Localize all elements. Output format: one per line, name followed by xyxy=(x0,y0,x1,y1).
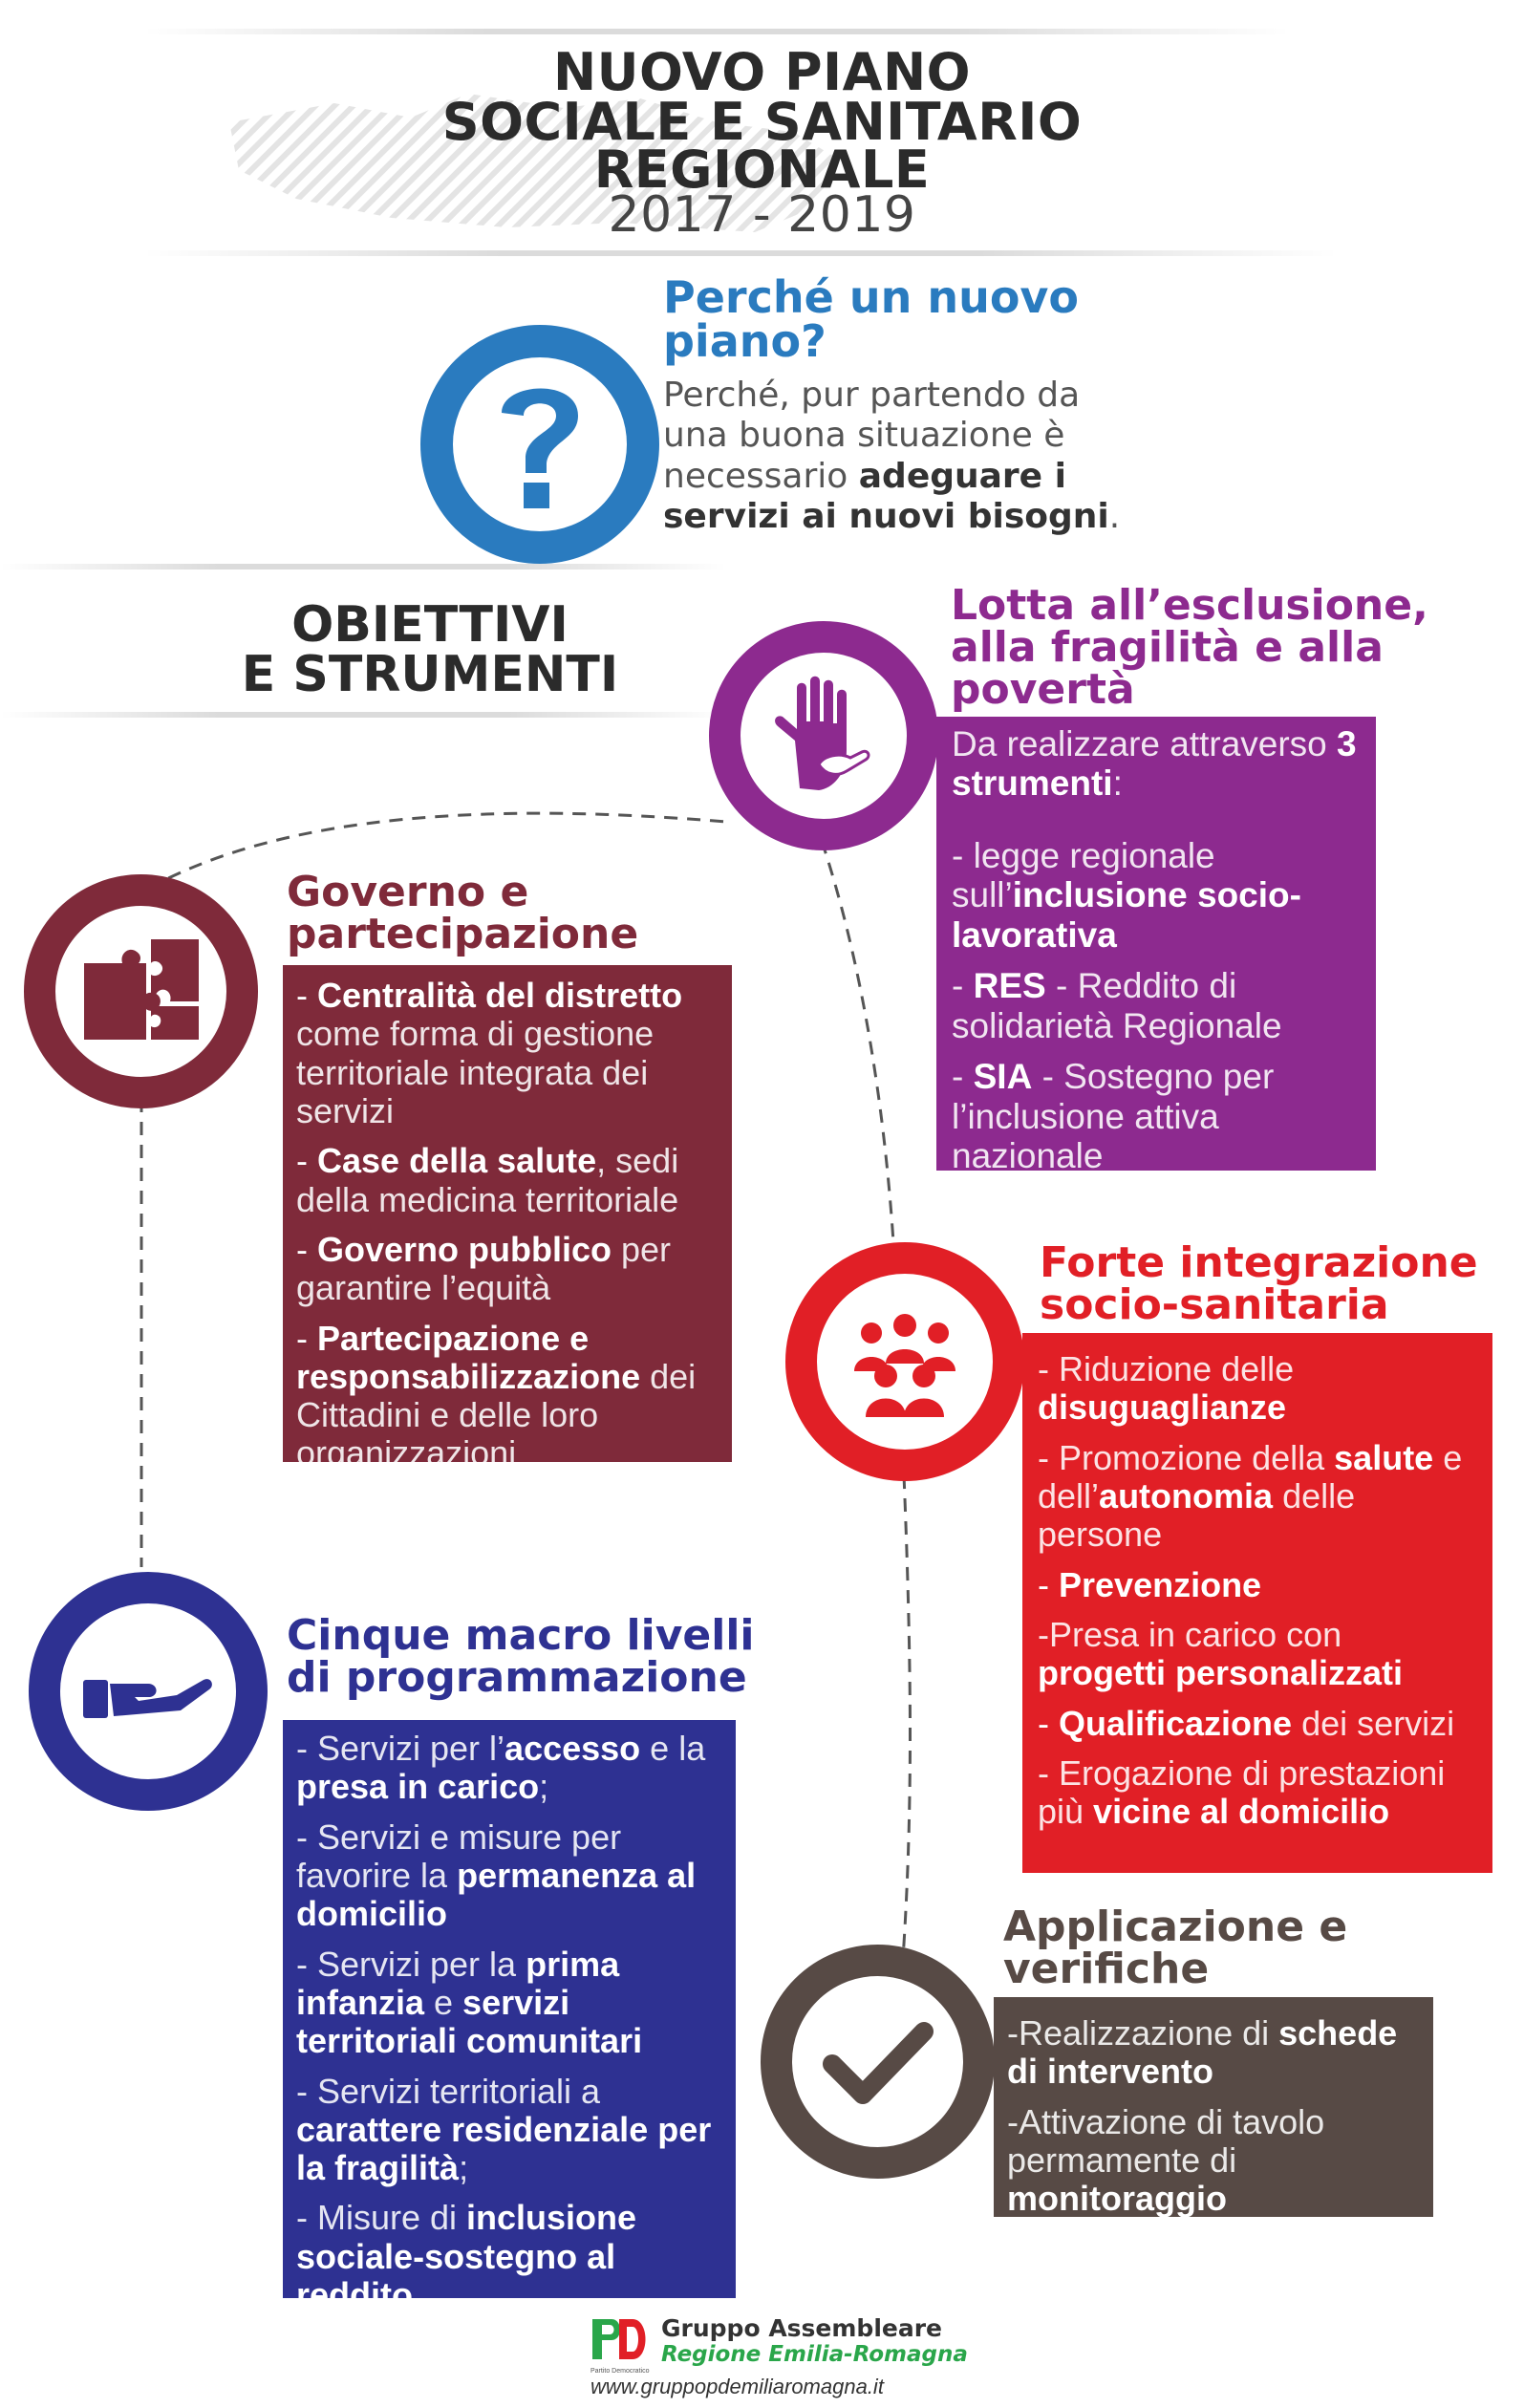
cinque-item-3-c: e xyxy=(424,1982,463,2022)
lotta-item-3 xyxy=(952,1057,1361,1175)
lotta-intro-b: 3 strumenti xyxy=(952,724,1357,804)
open-hand-icon xyxy=(81,1653,215,1730)
checkmark-icon xyxy=(821,2014,935,2110)
lotta-title xyxy=(951,581,1428,714)
integrazione-item-6-a: - Erogazione di prestazioni più xyxy=(1038,1752,1446,1832)
cinque-item-5-c: . xyxy=(413,2275,423,2315)
integrazione-item-5-a: - xyxy=(1038,1703,1059,1743)
governo-item-2 xyxy=(296,1142,719,1219)
governo-item-4-a: - xyxy=(296,1318,317,1358)
lotta-item-2-b: RES xyxy=(973,966,1046,1006)
cinque-item-1 xyxy=(296,1730,722,1807)
lotta-item-2-c: - Reddito di solidarietà Regionale xyxy=(952,966,1282,1045)
applicazione-title-line-2: verifiche xyxy=(1003,1945,1210,1993)
applicazione-item-1-b: schede di intervento xyxy=(1007,2013,1398,2092)
why-text-line-3-a: necessario xyxy=(663,456,859,496)
pd-logo xyxy=(590,2317,650,2375)
footer-org: Gruppo Assembleare xyxy=(661,2314,943,2342)
applicazione-title-line-1: Applicazione e xyxy=(1003,1903,1348,1951)
applicazione-title xyxy=(1003,1903,1348,1993)
cinque-item-1-a: - Servizi per l’ xyxy=(296,1729,505,1768)
integrazione-item-5 xyxy=(1038,1705,1477,1743)
lotta-item-3-b: SIA xyxy=(973,1057,1033,1097)
lotta-item-3-c: - Sostegno per l’inclusione attiva nazionale xyxy=(952,1057,1275,1175)
lotta-item-3-a: - xyxy=(952,1057,974,1097)
governo-item-4 xyxy=(296,1320,719,1473)
integrazione-item-1-b: disuguaglianze xyxy=(1038,1387,1287,1428)
integrazione-circle xyxy=(785,1242,1024,1481)
title-line-3: REGIONALE xyxy=(593,140,931,200)
integrazione-item-5-b: Qualificazione xyxy=(1059,1703,1293,1743)
title-line-2: SOCIALE E SANITARIO xyxy=(441,92,1083,152)
applicazione-box xyxy=(994,1997,1433,2217)
governo-item-1-b: Centralità del distretto xyxy=(317,976,683,1015)
cinque-circle xyxy=(29,1572,268,1811)
applicazione-item-1 xyxy=(1007,2014,1420,2092)
cinque-box xyxy=(283,1720,736,2315)
lotta-intro-c: : xyxy=(1112,763,1123,804)
why-title-line-2: piano? xyxy=(663,315,826,367)
integrazione-item-4-a: -Presa in carico con xyxy=(1038,1614,1342,1654)
cinque-item-2 xyxy=(296,1818,722,1934)
governo-item-3-c: per garantire l’equità xyxy=(296,1229,672,1308)
why-text-line-2: una buona situazione è xyxy=(663,416,1065,456)
lotta-title-line-3: povertà xyxy=(951,665,1135,714)
why-title-line-1: Perché un nuovo xyxy=(663,271,1080,323)
lotta-circle xyxy=(709,621,938,850)
title-years: 2017 - 2019 xyxy=(608,186,916,244)
why-text-line-1: Perché, pur partendo da xyxy=(663,376,1081,415)
governo-item-1-a: - xyxy=(296,976,317,1015)
applicazione-item-2-b: monitoraggio xyxy=(1007,2179,1227,2219)
title-line-1: NUOVO PIANO xyxy=(552,42,972,102)
lotta-item-1-b: inclusione socio-lavorativa xyxy=(952,875,1301,955)
pd-logo-sub: Partito Democratico xyxy=(590,2368,650,2375)
footer-region: Regione Emilia-Romagna xyxy=(661,2342,968,2367)
cinque-item-3-b: prima infanzia xyxy=(296,1944,620,2022)
footer-text xyxy=(661,2314,968,2367)
governo-item-2-a: - xyxy=(296,1141,317,1181)
cinque-item-5-a: - Misure di xyxy=(296,2198,467,2238)
helping-hand-icon xyxy=(766,674,881,798)
applicazione-item-2-a: -Attivazione di tavolo permamente di xyxy=(1007,2101,1325,2180)
why-text-line-3-b: adeguare i xyxy=(858,456,1066,496)
cinque-item-1-c: e la xyxy=(640,1729,706,1768)
cinque-item-3 xyxy=(296,1946,722,2061)
lotta-title-line-1: Lotta all’esclusione, xyxy=(951,581,1428,630)
cinque-item-4 xyxy=(296,2073,722,2188)
governo-title xyxy=(287,868,639,958)
why-text-line-4-end: . xyxy=(1108,497,1121,537)
applicazione-item-1-a: -Realizzazione di xyxy=(1007,2013,1279,2053)
section-title-line-2: E STRUMENTI xyxy=(241,646,619,703)
cinque-title-line-2: di programmazione xyxy=(287,1653,747,1702)
governo-title-line-2: partecipazione xyxy=(287,910,639,958)
governo-item-2-c: , sedi della medicina territoriale xyxy=(296,1141,679,1219)
cinque-item-1-e: ; xyxy=(539,1767,549,1807)
integrazione-item-2-b: salute xyxy=(1334,1437,1434,1477)
integrazione-item-1 xyxy=(1038,1350,1477,1428)
pd-logo-icon xyxy=(590,2317,650,2363)
cinque-item-5-b: inclusione sociale-sostegno al reddito xyxy=(296,2198,637,2315)
integrazione-item-1-a: - Riduzione delle xyxy=(1038,1349,1295,1388)
section-title-line-1: OBIETTIVI xyxy=(291,596,569,654)
integrazione-title-line-2: socio-sanitaria xyxy=(1040,1280,1389,1329)
cinque-item-1-d: presa in carico xyxy=(296,1767,540,1807)
governo-box xyxy=(283,965,732,1473)
lotta-intro-a: Da realizzare attraverso xyxy=(952,724,1338,763)
integrazione-title-line-1: Forte integrazione xyxy=(1040,1238,1478,1287)
integrazione-item-6-b: vicine al domicilio xyxy=(1093,1792,1390,1832)
integrazione-item-6 xyxy=(1038,1754,1477,1832)
cinque-item-4-c: ; xyxy=(459,2148,469,2188)
lotta-item-2 xyxy=(952,966,1361,1045)
cinque-item-3-a: - Servizi per la xyxy=(296,1944,526,1984)
governo-item-4-c: dei Cittadini e delle loro organizzazioni xyxy=(296,1356,697,1473)
lotta-item-1-a: - legge regionale sull’ xyxy=(952,835,1215,915)
cinque-item-4-b: carattere residenziale per la fragilità xyxy=(296,2109,712,2188)
governo-circle xyxy=(24,874,258,1108)
applicazione-circle xyxy=(761,1945,995,2179)
governo-item-3-a: - xyxy=(296,1229,317,1269)
why-text-line-4-b: servizi ai nuovi bisogni xyxy=(663,497,1109,537)
lotta-intro xyxy=(952,724,1361,804)
lotta-box xyxy=(936,717,1376,1175)
governo-item-1 xyxy=(296,977,719,1130)
cinque-item-2-b: permanenza al domicilio xyxy=(296,1855,697,1934)
integrazione-item-2-c: e dell’ xyxy=(1038,1437,1463,1516)
lotta-item-1 xyxy=(952,836,1361,955)
group-people-icon xyxy=(843,1304,967,1419)
integrazione-item-2-d: autonomia xyxy=(1099,1475,1274,1516)
governo-item-2-b: Case della salute xyxy=(317,1141,597,1181)
governo-title-line-1: Governo e xyxy=(287,868,529,916)
integrazione-item-2 xyxy=(1038,1439,1477,1555)
integrazione-item-3-a: - xyxy=(1038,1564,1059,1604)
integrazione-item-2-e: delle persone xyxy=(1038,1475,1356,1555)
governo-item-1-c: come forma di gestione territoriale integrata dei servizi xyxy=(296,1014,655,1130)
integrazione-item-4-b: progetti personalizzati xyxy=(1038,1653,1404,1693)
applicazione-item-2 xyxy=(1007,2103,1420,2219)
cinque-item-4-a: - Servizi territoriali a xyxy=(296,2071,601,2111)
integrazione-title xyxy=(1040,1238,1478,1329)
cinque-item-2-a: - Servizi e misure per favorire la xyxy=(296,1817,622,1895)
integrazione-item-2-a: - Promozione della xyxy=(1038,1437,1335,1477)
integrazione-item-5-c: dei servizi xyxy=(1292,1703,1455,1743)
integrazione-item-3-b: Prevenzione xyxy=(1059,1564,1262,1604)
lotta-item-2-a: - xyxy=(952,966,974,1006)
governo-item-4-b: Partecipazione e responsabilizzazione xyxy=(296,1318,641,1396)
integrazione-item-3 xyxy=(1038,1566,1477,1604)
governo-item-3-b: Governo pubblico xyxy=(317,1229,612,1269)
puzzle-icon xyxy=(79,935,204,1049)
governo-item-3 xyxy=(296,1231,719,1308)
integrazione-box xyxy=(1022,1333,1492,1873)
cinque-item-3-d: servizi territoriali comunitari xyxy=(296,1982,643,2061)
cinque-item-5 xyxy=(296,2199,722,2314)
cinque-title-line-1: Cinque macro livelli xyxy=(287,1611,755,1660)
integrazione-item-4 xyxy=(1038,1616,1477,1693)
cinque-item-1-b: accesso xyxy=(504,1729,641,1768)
lotta-title-line-2: alla fragilità e alla xyxy=(951,623,1384,672)
cinque-title xyxy=(287,1611,755,1702)
footer-url[interactable]: www.gruppopdemiliaromagna.it xyxy=(590,2375,884,2398)
